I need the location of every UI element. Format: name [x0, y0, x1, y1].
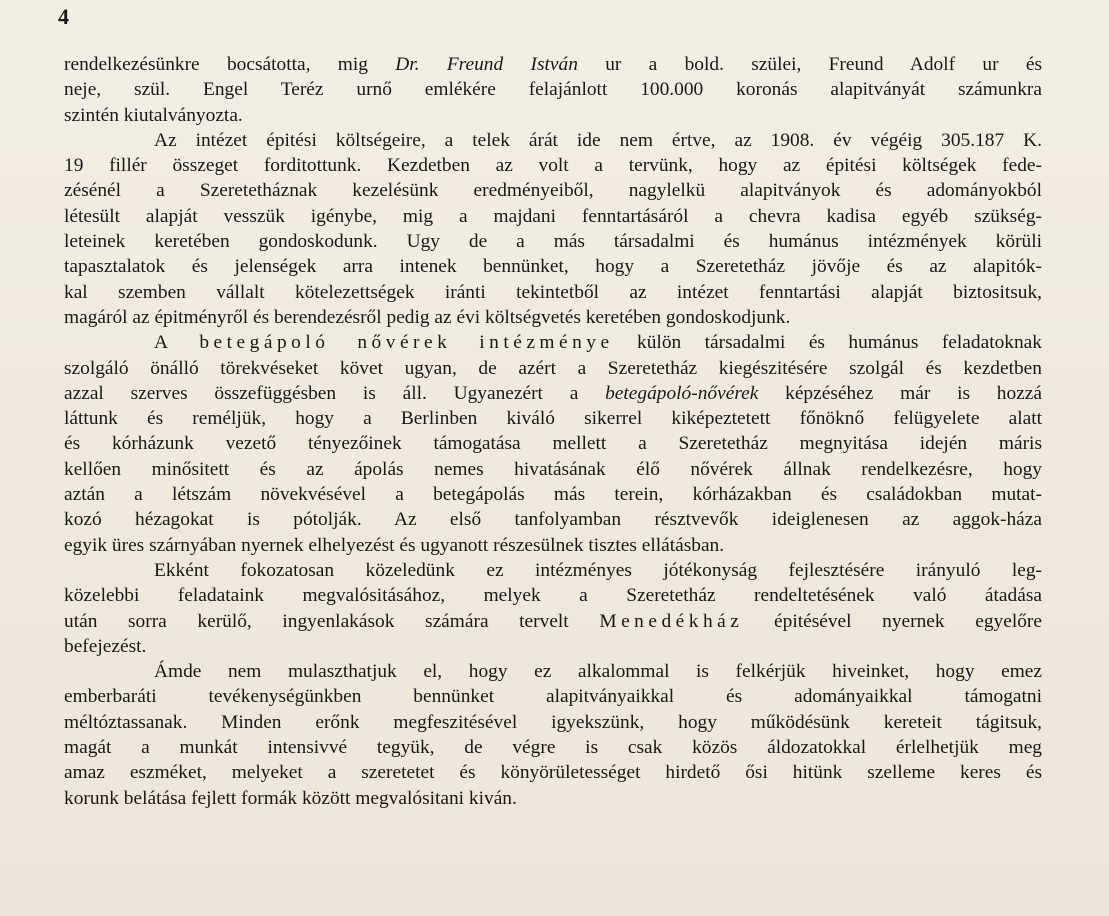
- text-line: [64, 533, 1042, 558]
- text-segment: magáról az épitményről és berendezésről pedig az évi költségvetés keretében gondoskodjunk.: [64, 306, 791, 328]
- text-segment: szintén kiutalványozta.: [64, 104, 243, 126]
- spaced-segment: A betegápoló nővérek intézménye: [154, 332, 614, 354]
- text-segment: rendelkezésünkre bocsátotta, mig: [64, 54, 396, 75]
- text-line: [64, 710, 1042, 735]
- text-segment: amaz eszméket, melyeket a szeretetet és könyörületességet hirdető ősi hitünk szelleme keres és: [64, 762, 1042, 784]
- text-segment: zésénél a Szeretetháznak kezelésünk eredményeiből, nagylelkü alapitványok és adományokból: [64, 180, 1042, 202]
- text-line: [64, 305, 1042, 330]
- text-line: [64, 735, 1042, 760]
- text-segment: azzal szerves összefüggésben is áll. Ugyanezért a: [64, 382, 606, 404]
- text-segment: Ámde nem mulaszthatjuk el, hogy ez alkalommal is felkérjük hiveinket, hogy emez: [154, 661, 1042, 683]
- text-segment: kozó hézagokat is pótolják. Az első tanfolyamban résztvevők ideiglenesen az aggok-háza: [64, 509, 1042, 531]
- text-segment: Az intézet épitési költségeire, a telek árát ide nem értve, az 1908. év végéig 305.187 K.: [154, 129, 1042, 151]
- text-segment: 19 fillér összeget forditottunk. Kezdetben az volt a tervünk, hogy az épitési költségek fede-: [64, 155, 1042, 177]
- text-line: [64, 583, 1042, 608]
- text-line: [64, 77, 1042, 102]
- text-segment: Ekként fokozatosan közeledünk ez intézményes jótékonyság fejlesztésére irányuló leg-: [154, 559, 1042, 581]
- text-line: [64, 684, 1042, 709]
- text-line: [64, 229, 1042, 254]
- text-line: [64, 786, 1042, 811]
- text-segment: emberbaráti tevékenységünkben bennünket alapitványaikkal és adományaikkal támogatni: [64, 686, 1042, 708]
- text-line: [64, 52, 1042, 77]
- italic-segment: betegápoló-nővérek: [605, 382, 759, 404]
- text-segment: magát a munkát intensivvé tegyük, de végre is csak közös áldozatokkal érlelhetjük meg: [64, 737, 1042, 759]
- text-line: [64, 204, 1042, 229]
- text-segment: neje, szül. Engel Teréz urnő emlékére felajánlott 100.000 koronás alapitványát számunkra: [64, 79, 1042, 101]
- text-segment: egyik üres szárnyában nyernek elhelyezést és ugyanott részesülnek tisztes ellátásban.: [64, 534, 725, 556]
- text-segment: és kórházunk vezető tényezőinek támogatása mellett a Szeretetház megnyitása idején máris: [64, 433, 1042, 455]
- text-line: [64, 254, 1042, 279]
- text-segment: befejezést.: [64, 635, 147, 657]
- text-segment: külön társadalmi és humánus feladatoknak: [613, 332, 1042, 354]
- text-line: [64, 558, 1042, 583]
- body-text: [64, 52, 1042, 811]
- text-segment: tapasztalatok és jelenségek arra intenek bennünket, hogy a Szeretetház jövője és az alapitók-: [64, 256, 1042, 278]
- text-line: [64, 103, 1042, 128]
- text-line: [64, 609, 1042, 634]
- text-line: [64, 330, 1042, 355]
- text-line: [64, 507, 1042, 532]
- text-line: [64, 457, 1042, 482]
- text-segment: után sorra kerülő, ingyenlakások számára tervelt: [64, 610, 600, 632]
- text-line: [64, 381, 1042, 406]
- text-line: [64, 178, 1042, 203]
- spaced-segment: Menedékház: [599, 610, 744, 632]
- page-number: 4: [58, 4, 69, 29]
- text-segment: közelebbi feladataink megvalósitásához, melyek a Szeretetház rendeltetésének való átadása: [64, 585, 1042, 607]
- text-line: [64, 280, 1042, 305]
- text-segment: kal szemben vállalt kötelezettségek iránti tekintetből az intézet fenntartási alapját biztositsuk,: [64, 281, 1042, 303]
- text-segment: kellően minősitett és az ápolás nemes hivatásának élő nővérek állnak rendelkezésre, hogy: [64, 458, 1042, 480]
- text-line: [64, 431, 1042, 456]
- text-segment: ur a bold. szülei, Freund Adolf ur és: [577, 54, 1042, 75]
- text-segment: épitésével nyernek egyelőre: [743, 610, 1042, 632]
- text-line: [64, 128, 1042, 153]
- text-line: [64, 356, 1042, 381]
- text-segment: láttunk és reméljük, hogy a Berlinben kiváló sikerrel kiképeztetett főnöknő felügyelete alatt: [64, 408, 1042, 430]
- text-line: [64, 659, 1042, 684]
- italic-segment: Dr. Freund István: [395, 54, 578, 75]
- text-line: [64, 406, 1042, 431]
- text-segment: korunk belátása fejlett formák között megvalósitani kiván.: [64, 787, 517, 809]
- text-segment: méltóztassanak. Minden erőnk megfeszitésével igyekszünk, hogy működésünk kereteit tágitsuk,: [64, 711, 1042, 733]
- text-segment: szolgáló önálló törekvéseket követ ugyan, de azért a Szeretetház kiegészitésére szolgál és kezdetben: [64, 357, 1042, 379]
- text-segment: létesült alapját vesszük igénybe, mig a majdani fenntartásáról a chevra kadisa egyéb szükség-: [64, 205, 1042, 227]
- text-line: [64, 153, 1042, 178]
- text-line: [64, 760, 1042, 785]
- text-line: [64, 634, 1042, 659]
- text-segment: képzéséhez már is hozzá: [758, 382, 1042, 404]
- text-segment: aztán a létszám növekvésével a betegápolás más terein, kórházakban és családokban mutat-: [64, 484, 1042, 506]
- text-segment: leteinek keretében gondoskodunk. Ugy de a más társadalmi és humánus intézmények körüli: [64, 231, 1042, 253]
- text-line: [64, 482, 1042, 507]
